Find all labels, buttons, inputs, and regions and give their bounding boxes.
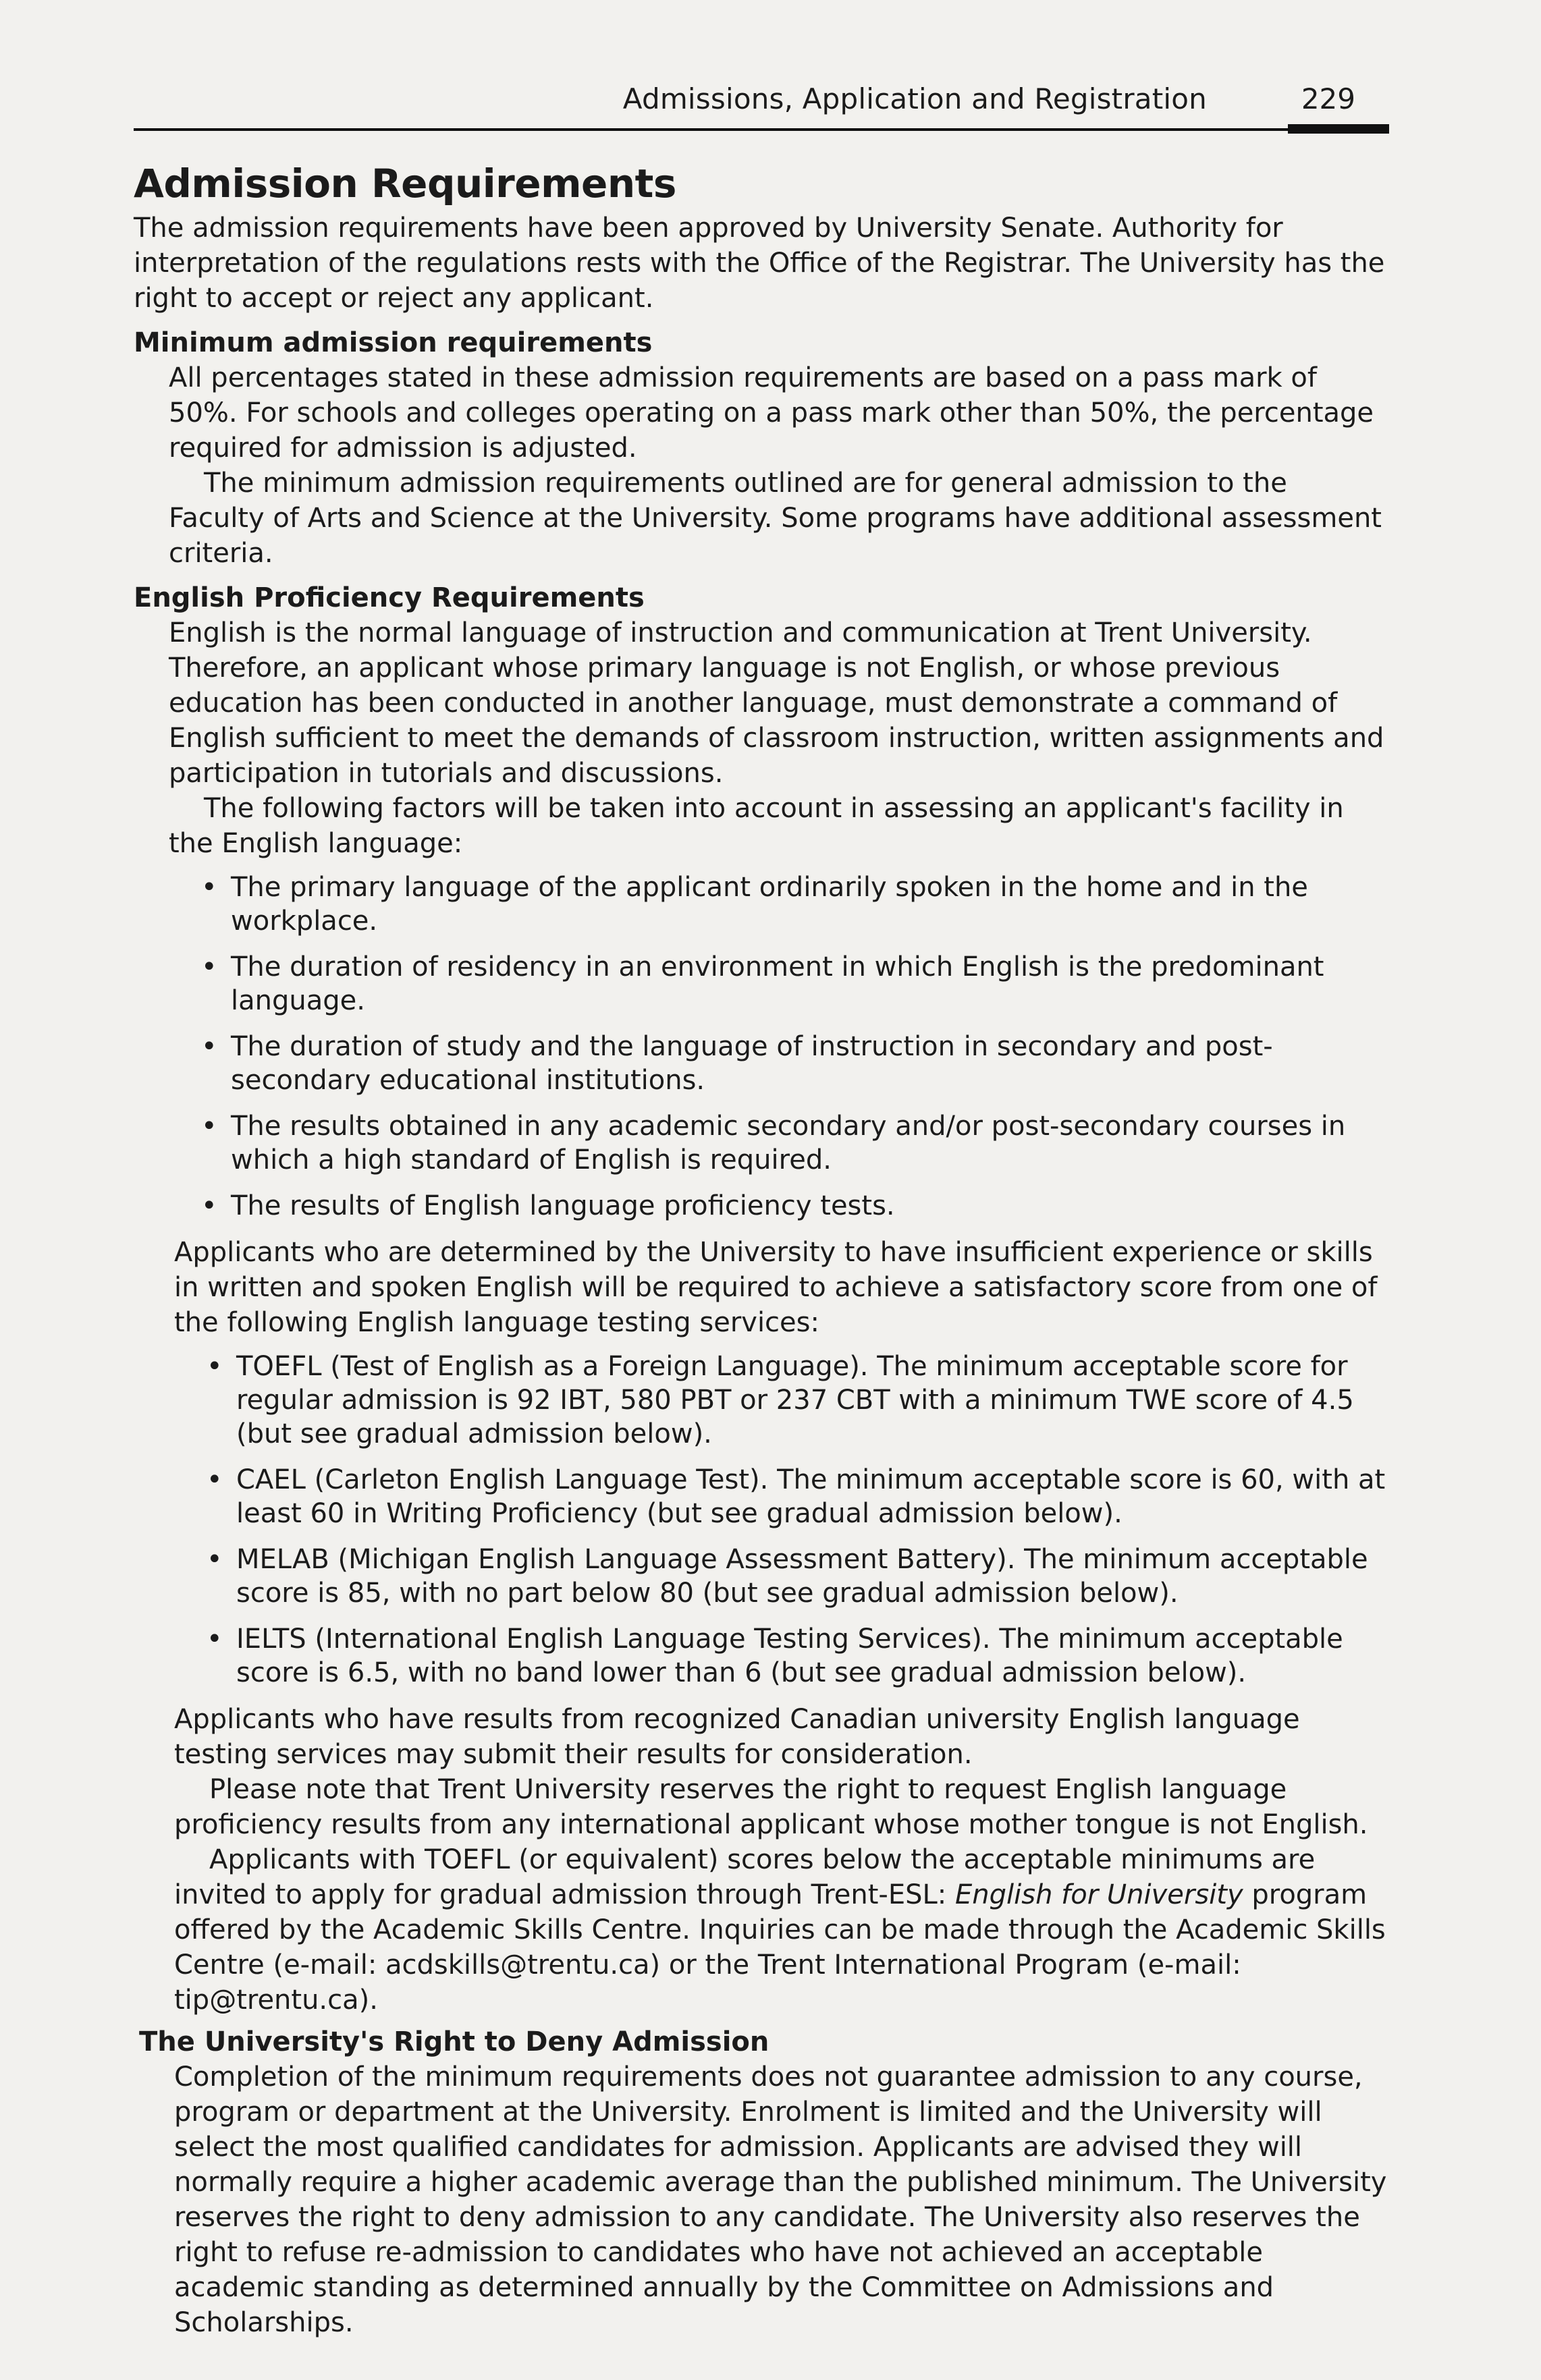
english-paragraph-5: Please note that Trent University reserves the right to request English language proficiency results from any international applicant whose mother tongue is not English. — [174, 1774, 1368, 1840]
running-head: Admissions, Application and Registration — [622, 82, 1207, 115]
list-item: • The results obtained in any academic secondary and/or post-secondary courses in which a high standard of English is required. — [231, 1109, 1389, 1177]
list-item: • The duration of residency in an environment in which English is the predominant language. — [231, 950, 1389, 1018]
english-paragraph-6 — [174, 1842, 1389, 2018]
minimum-section — [134, 360, 1389, 571]
list-item: • The results of English language proficiency tests. — [231, 1189, 1389, 1223]
header-rule-accent — [1288, 124, 1389, 134]
list-item: • CAEL (Carleton English Language Test). The minimum acceptable score is 60, with at least 60 in Writing Proficiency (but see gradual admission below). — [236, 1463, 1389, 1530]
minimum-paragraph-1: All percentages stated in these admission requirements are based on a pass mark of 50%. For schools and colleges operating on a pass mark other than 50%, the percentage required for admission is adjusted. — [169, 362, 1374, 464]
english-tests-section — [134, 1235, 1389, 2018]
page-number: 229 — [1301, 82, 1355, 115]
gradual-admission-contact: program offered by the Academic Skills Centre. Inquiries can be made through the Academic Skills Centre (e-mail: acdskills@trentu.ca) or the Trent International Program (e-mail: tip@trentu.ca). — [174, 1879, 1386, 2016]
page-title: Admission Requirements — [134, 161, 676, 206]
english-paragraph-3: Applicants who are determined by the University to have insufficient experience or skills in written and spoken English will be required to achieve a satisfactory score from one of the following English language testing services: — [174, 1237, 1378, 1338]
intro-paragraph: The admission requirements have been approved by University Senate. Authority for interpretation of the regulations rests with the Office of the Registrar. The University has the right to accept or reject any applicant. — [134, 213, 1385, 314]
minimum-paragraph-2: The minimum admission requirements outlined are for general admission to the Faculty of Arts and Science at the University. Some programs have additional assessment criteria. — [169, 468, 1382, 569]
list-item: • MELAB (Michigan English Language Assessment Battery). The minimum acceptable score is 85, with no part below 80 (but see gradual admission below). — [236, 1543, 1389, 1610]
deny-paragraph: Completion of the minimum requirements does not guarantee admission to any course, program or department at the University. Enrolment is limited and the University will select the most qualified candidates for admission. Applicants are advised they will normally require a higher academic average than the published minimum. The University reserves the right to deny admission to any candidate. The University also reserves the right to refuse re-admission to candidates who have not achieved an acceptable academic standing as determined annually by the Committee on Admissions and Scholarships. — [174, 2061, 1387, 2338]
gradual-admission-text: Applicants with TOEFL (or equivalent) scores below the acceptable minimums are invited to apply for gradual admission through Trent-ESL: — [174, 1844, 1316, 1910]
document-page — [134, 74, 1389, 2340]
deny-section — [134, 2059, 1389, 2340]
list-item: • The duration of study and the language of instruction in secondary and post-secondary educational institutions. — [231, 1030, 1389, 1097]
header-rule — [134, 128, 1389, 131]
english-heading: English Proficiency Requirements — [134, 582, 645, 613]
deny-heading: The University's Right to Deny Admission — [139, 2026, 769, 2057]
test-list — [174, 1350, 1389, 1690]
program-name: English for University — [955, 1879, 1243, 1910]
english-paragraph-1: English is the normal language of instruction and communication at Trent University. Therefore, an applicant whose primary language is not English, or whose previous education has been conducted in another language, must demonstrate a command of English sufficient to meet the demands of classroom instruction, written assignments and participation in tutorials and discussions. — [169, 617, 1384, 789]
minimum-heading: Minimum admission requirements — [134, 327, 653, 358]
list-item: • TOEFL (Test of English as a Foreign Language). The minimum acceptable score for regular admission is 92 IBT, 580 PBT or 237 CBT with a minimum TWE score of 4.5 (but see gradual admission below). — [236, 1350, 1389, 1451]
english-paragraph-2: The following factors will be taken into account in assessing an applicant's facility in the English language: — [169, 793, 1344, 859]
list-item: • The primary language of the applicant ordinarily spoken in the home and in the workplace. — [231, 870, 1389, 938]
english-section — [134, 615, 1389, 1223]
page-header — [134, 74, 1389, 128]
english-paragraph-4: Applicants who have results from recognized Canadian university English language testing services may submit their results for consideration. — [174, 1704, 1300, 1770]
list-item: • IELTS (International English Language Testing Services). The minimum acceptable score is 6.5, with no band lower than 6 (but see gradual admission below). — [236, 1622, 1389, 1690]
factor-list — [169, 870, 1389, 1223]
